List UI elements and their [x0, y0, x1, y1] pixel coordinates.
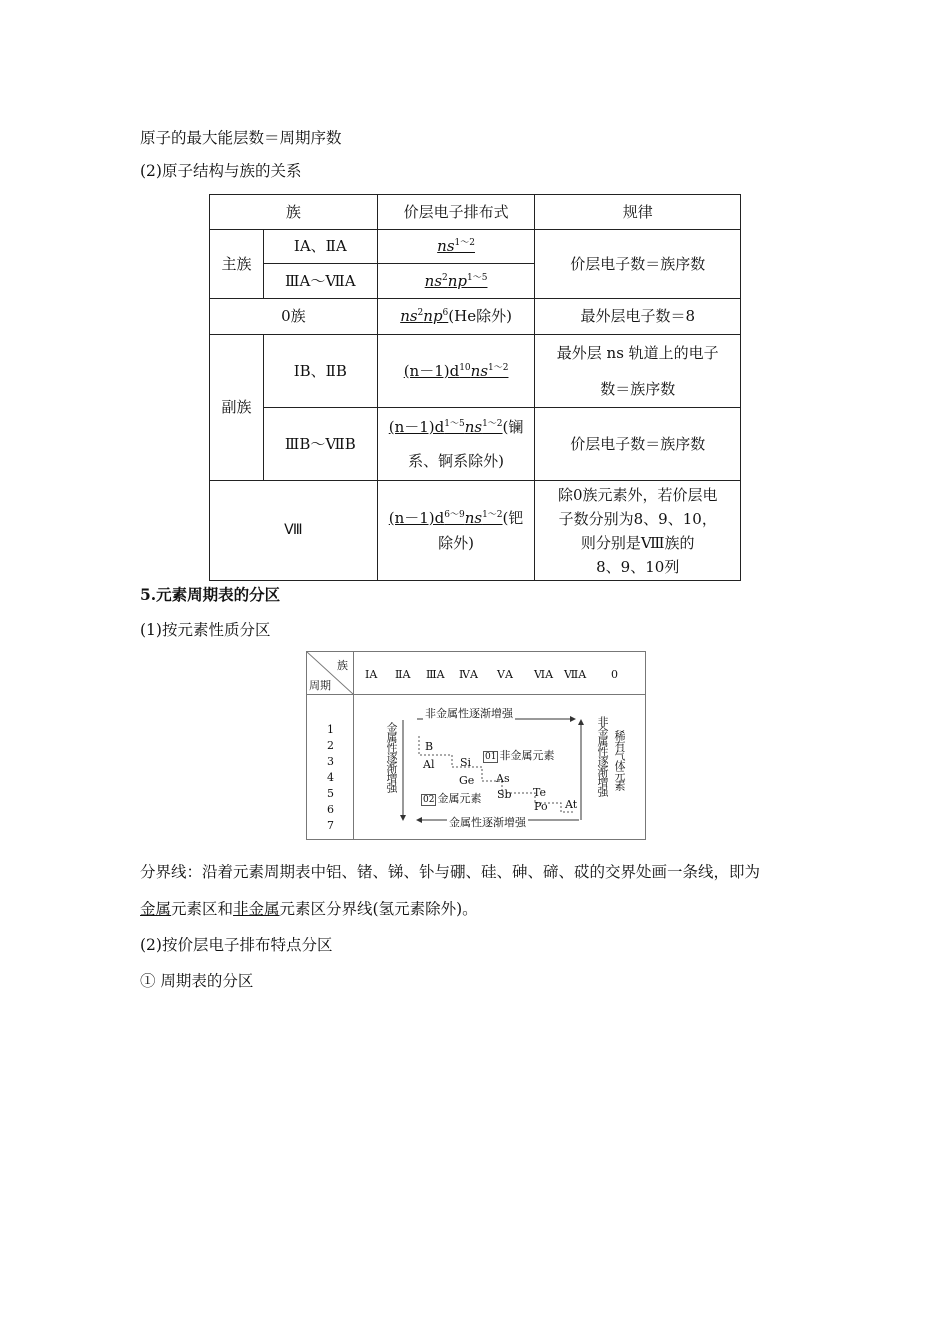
element-b: B	[425, 740, 434, 753]
sub-ib-iib: ⅠB、ⅡB	[263, 335, 377, 408]
element-at: At	[565, 798, 578, 811]
table-row	[210, 481, 741, 581]
main-a-config: $ns^{1\sim 2}$	[377, 230, 535, 264]
item-periodic-zones: ① 周期表的分区	[140, 972, 254, 990]
section-5-heading: 5.元素周期表的分区	[140, 585, 281, 604]
corner-group-label: 族	[337, 659, 348, 672]
group-7a: ⅦA	[564, 668, 587, 681]
group-4a: ⅣA	[459, 668, 478, 681]
main-rule: 价层电子数＝族序数	[535, 230, 741, 299]
zero-config: $ns^2np^6(He$除外)	[377, 299, 535, 335]
viii-group: Ⅷ	[210, 481, 378, 581]
sub-b-rule: 价层电子数＝族序数	[535, 408, 741, 481]
right-arrow-label: 非金属性逐渐增强	[596, 716, 609, 796]
boundary-text-line-1: 分界线：沿着元素周期表中铝、锗、锑、钋与硼、硅、砷、碲、砹的交界处画一条线，即为	[140, 863, 761, 881]
periodic-partition-figure	[306, 651, 646, 840]
group-relation-table	[209, 194, 741, 581]
element-al: Al	[423, 758, 435, 771]
header-rule: 规律	[535, 195, 741, 230]
element-ge: Ge	[459, 774, 475, 787]
sub-iiib-viib: ⅢB～ⅦB	[263, 408, 377, 481]
header-group: 族	[210, 195, 378, 230]
sub-b-config: $(n-1)d^{1\sim 5}ns^{1\sim 2}$(镧 系、锕系除外)	[377, 408, 535, 481]
element-si: Si	[460, 756, 472, 769]
group-1a: ⅠA	[365, 668, 378, 681]
element-as: As	[496, 772, 510, 785]
zero-group: 0族	[210, 299, 378, 335]
metal-region-label: 02 金属元素	[423, 792, 482, 805]
corner-period-label: 周期	[309, 679, 331, 692]
left-arrow-label: 金属性逐渐增强	[385, 722, 398, 792]
sub-a-config: $(n-1)d^{10}ns^{1\sim 2}$	[377, 335, 535, 408]
subheading-by-config: (2)按价层电子排布特点分区	[140, 936, 333, 954]
table-row	[210, 230, 741, 264]
element-po: Po	[534, 800, 548, 813]
boundary-text-line-2: 金属元素区和非金属元素区分界线(氢元素除外)。	[140, 900, 478, 918]
sub-group-cell: 副族	[210, 335, 264, 481]
table-row	[210, 335, 741, 408]
element-te: Te	[533, 786, 546, 799]
main-ia-iia: ⅠA、ⅡA	[263, 230, 377, 264]
period-rule-line: 原子的最大能层数＝周期序数	[140, 129, 342, 147]
bottom-arrow-label: 金属性逐渐增强	[449, 816, 526, 829]
subheading-by-property: (1)按元素性质分区	[140, 621, 271, 639]
zero-rule: 最外层电子数＝8	[535, 299, 741, 335]
nonmetal-region-label: 01 非金属元素	[485, 749, 555, 762]
sub-a-rule: 最外层 ns 轨道上的电子 数＝族序数	[535, 335, 741, 408]
noble-gas-label: 稀有气体元素	[613, 730, 626, 790]
group-5a: ⅤA	[497, 668, 513, 681]
group-0: 0	[611, 668, 618, 681]
main-group-cell: 主族	[210, 230, 264, 299]
header-config: 价层电子排布式	[377, 195, 535, 230]
table-header-row	[210, 195, 741, 230]
subheading-structure-group: (2)原子结构与族的关系	[140, 162, 302, 180]
element-sb: Sb	[497, 788, 512, 801]
table-row	[210, 408, 741, 481]
group-2a: ⅡA	[395, 668, 411, 681]
top-arrow-label: 非金属性逐渐增强	[425, 707, 513, 720]
viii-config: $(n-1)d^{6\sim 9}ns^{1\sim 2}$(钯 除外)	[377, 481, 535, 581]
group-6a: ⅥA	[534, 668, 554, 681]
main-iiia-viia: ⅢA～ⅦA	[263, 264, 377, 299]
main-b-config: $ns^2np^{1\sim 5}$	[377, 264, 535, 299]
viii-rule: 除0族元素外，若价层电 子数分别为8、9、10， 则分别是Ⅷ族的 8、9、10列	[535, 481, 741, 581]
group-3a: ⅢA	[426, 668, 445, 681]
table-row	[210, 299, 741, 335]
period-numbers: 1 2 3 4 5 6 7	[327, 723, 334, 832]
